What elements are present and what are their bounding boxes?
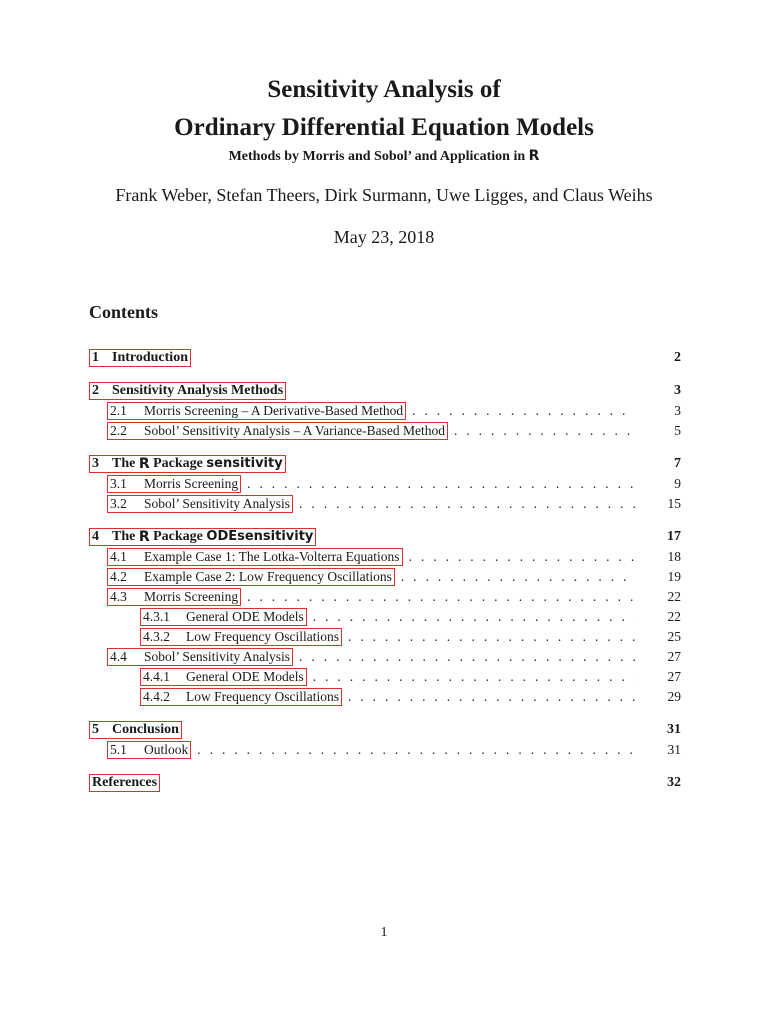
toc-link-introduction[interactable] [89, 349, 191, 367]
dot-leader [348, 687, 635, 707]
toc-label-prefix: The [112, 456, 136, 471]
toc-label-package: ODEsensitivity [206, 529, 314, 544]
toc-label: Conclusion [112, 722, 179, 737]
toc-page: 3 [674, 403, 681, 418]
toc-subsection-4-3 [107, 587, 681, 607]
toc-number: 4.4 [110, 649, 127, 664]
toc-label: Sensitivity Analysis Methods [112, 383, 284, 398]
dot-leader [348, 627, 635, 647]
toc-page: 3 [674, 383, 681, 398]
toc-page: 15 [667, 496, 681, 511]
toc-section-1 [89, 348, 681, 368]
toc-subsection-2-1 [107, 401, 681, 421]
toc-subsubsection-4-3-1 [140, 607, 681, 627]
toc-link-r-package-sensitivity[interactable] [89, 455, 286, 473]
toc-page: 22 [667, 609, 681, 624]
toc-number: 4.3.2 [143, 629, 170, 644]
toc-link-sobol-method[interactable] [107, 422, 448, 440]
toc-label: Outlook [144, 742, 189, 757]
toc-link-sobol-analysis[interactable] [107, 495, 293, 513]
toc-label-package: sensitivity [206, 456, 283, 471]
toc-link-morris-screening-method[interactable] [107, 402, 406, 420]
toc-label-r: R [138, 456, 150, 472]
toc-subsection-3-1 [107, 474, 681, 494]
toc-number: 4 [92, 529, 99, 544]
toc-number: 5.1 [110, 742, 127, 757]
dot-leader [313, 667, 635, 687]
toc-page: 5 [674, 423, 681, 438]
toc-subsection-4-2 [107, 567, 681, 587]
toc-number: 4.3.1 [143, 609, 170, 624]
toc-number: 2.2 [110, 423, 127, 438]
toc-link-morris-general-ode[interactable] [140, 608, 307, 626]
toc-label: Sobol’ Sensitivity Analysis – A Variance-Based Method [144, 423, 445, 438]
toc-page: 25 [667, 629, 681, 644]
toc-page: 18 [667, 549, 681, 564]
title-line-2: Ordinary Differential Equation Models [174, 114, 594, 141]
toc-number: 4.3 [110, 589, 127, 604]
toc-label: Low Frequency Oscillations [186, 629, 339, 644]
toc-page: 31 [667, 742, 681, 757]
toc-page: 27 [667, 669, 681, 684]
toc-link-sobol-general-ode[interactable] [140, 668, 307, 686]
toc-subsubsection-4-4-2 [140, 687, 681, 707]
toc-label: Introduction [112, 350, 188, 365]
dot-leader [247, 474, 635, 494]
toc-section-2 [89, 381, 681, 401]
toc-label: General ODE Models [186, 669, 304, 684]
toc-number: 3.1 [110, 476, 127, 491]
toc-link-ode-morris-screening[interactable] [107, 588, 241, 606]
toc-subsection-2-2 [107, 421, 681, 441]
toc-number: 3.2 [110, 496, 127, 511]
subtitle-text: Methods by Morris and Sobol’ and Application in [228, 149, 526, 164]
dot-leader [299, 494, 635, 514]
toc-label: Example Case 1: The Lotka-Volterra Equations [144, 549, 400, 564]
toc-number: 4.1 [110, 549, 127, 564]
toc-references [89, 773, 681, 793]
toc-number: 2 [92, 383, 99, 398]
toc-number: 5 [92, 722, 99, 737]
toc-label-mid: Package [153, 529, 203, 544]
toc-link-sobol-low-frequency[interactable] [140, 688, 342, 706]
dot-leader [299, 647, 635, 667]
toc-section-4 [89, 527, 681, 547]
dot-leader [412, 401, 635, 421]
toc-section-5 [89, 720, 681, 740]
dot-leader [247, 587, 635, 607]
dot-leader [409, 547, 635, 567]
toc-label-r: R [138, 529, 150, 545]
toc-page: 9 [674, 476, 681, 491]
toc-label: Morris Screening – A Derivative-Based Method [144, 403, 404, 418]
page-number: 1 [380, 925, 388, 940]
toc-page: 22 [667, 589, 681, 604]
toc-link-ode-sobol-analysis[interactable] [107, 648, 293, 666]
toc-label: References [92, 775, 158, 790]
toc-page: 27 [667, 649, 681, 664]
toc-label: General ODE Models [186, 609, 304, 624]
toc-page: 19 [667, 569, 681, 584]
toc-subsubsection-4-4-1 [140, 667, 681, 687]
authors: Frank Weber, Stefan Theers, Dirk Surmann, Uwe Ligges, and Claus Weihs [115, 185, 653, 205]
date: May 23, 2018 [333, 227, 435, 247]
toc-page: 2 [674, 350, 681, 365]
toc-page: 32 [667, 775, 681, 790]
toc-label: Sobol’ Sensitivity Analysis [144, 496, 291, 511]
toc-page: 17 [667, 529, 681, 544]
toc-number: 1 [92, 350, 99, 365]
toc-link-references[interactable] [89, 774, 160, 792]
toc-label-mid: Package [153, 456, 203, 471]
subtitle [0, 148, 768, 165]
toc-link-sensitivity-analysis-methods[interactable] [89, 382, 286, 400]
toc-label: Sobol’ Sensitivity Analysis [144, 649, 291, 664]
dot-leader [197, 740, 635, 760]
contents-heading: Contents [89, 302, 159, 322]
toc-link-conclusion[interactable] [89, 721, 182, 739]
toc-subsection-3-2 [107, 494, 681, 514]
toc-link-morris-screening[interactable] [107, 475, 241, 493]
toc-label-prefix: The [112, 529, 136, 544]
dot-leader [401, 567, 635, 587]
toc-subsection-4-1 [107, 547, 681, 567]
toc-page: 31 [667, 722, 681, 737]
toc-section-3 [89, 454, 681, 474]
toc-page: 29 [667, 689, 681, 704]
toc-link-r-package-odesensitivity[interactable] [89, 528, 316, 546]
toc-link-outlook[interactable] [107, 741, 191, 759]
subtitle-r: R [528, 148, 540, 164]
toc-number: 4.2 [110, 569, 127, 584]
toc-number: 4.4.1 [143, 669, 170, 684]
toc-label: Morris Screening [144, 589, 239, 604]
toc-subsection-4-4 [107, 647, 681, 667]
dot-leader [313, 607, 635, 627]
toc-label: Morris Screening [144, 476, 239, 491]
toc-number: 4.4.2 [143, 689, 170, 704]
toc-label: Example Case 2: Low Frequency Oscillations [144, 569, 392, 584]
toc-number: 2.1 [110, 403, 127, 418]
toc-link-example-low-frequency[interactable] [107, 568, 395, 586]
title-line-1: Sensitivity Analysis of [267, 76, 501, 103]
toc-subsubsection-4-3-2 [140, 627, 681, 647]
toc-label: Low Frequency Oscillations [186, 689, 339, 704]
toc-link-morris-low-frequency[interactable] [140, 628, 342, 646]
toc-link-example-lotka-volterra[interactable] [107, 548, 403, 566]
toc-number: 3 [92, 456, 99, 471]
toc-subsection-5-1 [107, 740, 681, 760]
dot-leader [454, 421, 635, 441]
toc-page: 7 [674, 456, 681, 471]
